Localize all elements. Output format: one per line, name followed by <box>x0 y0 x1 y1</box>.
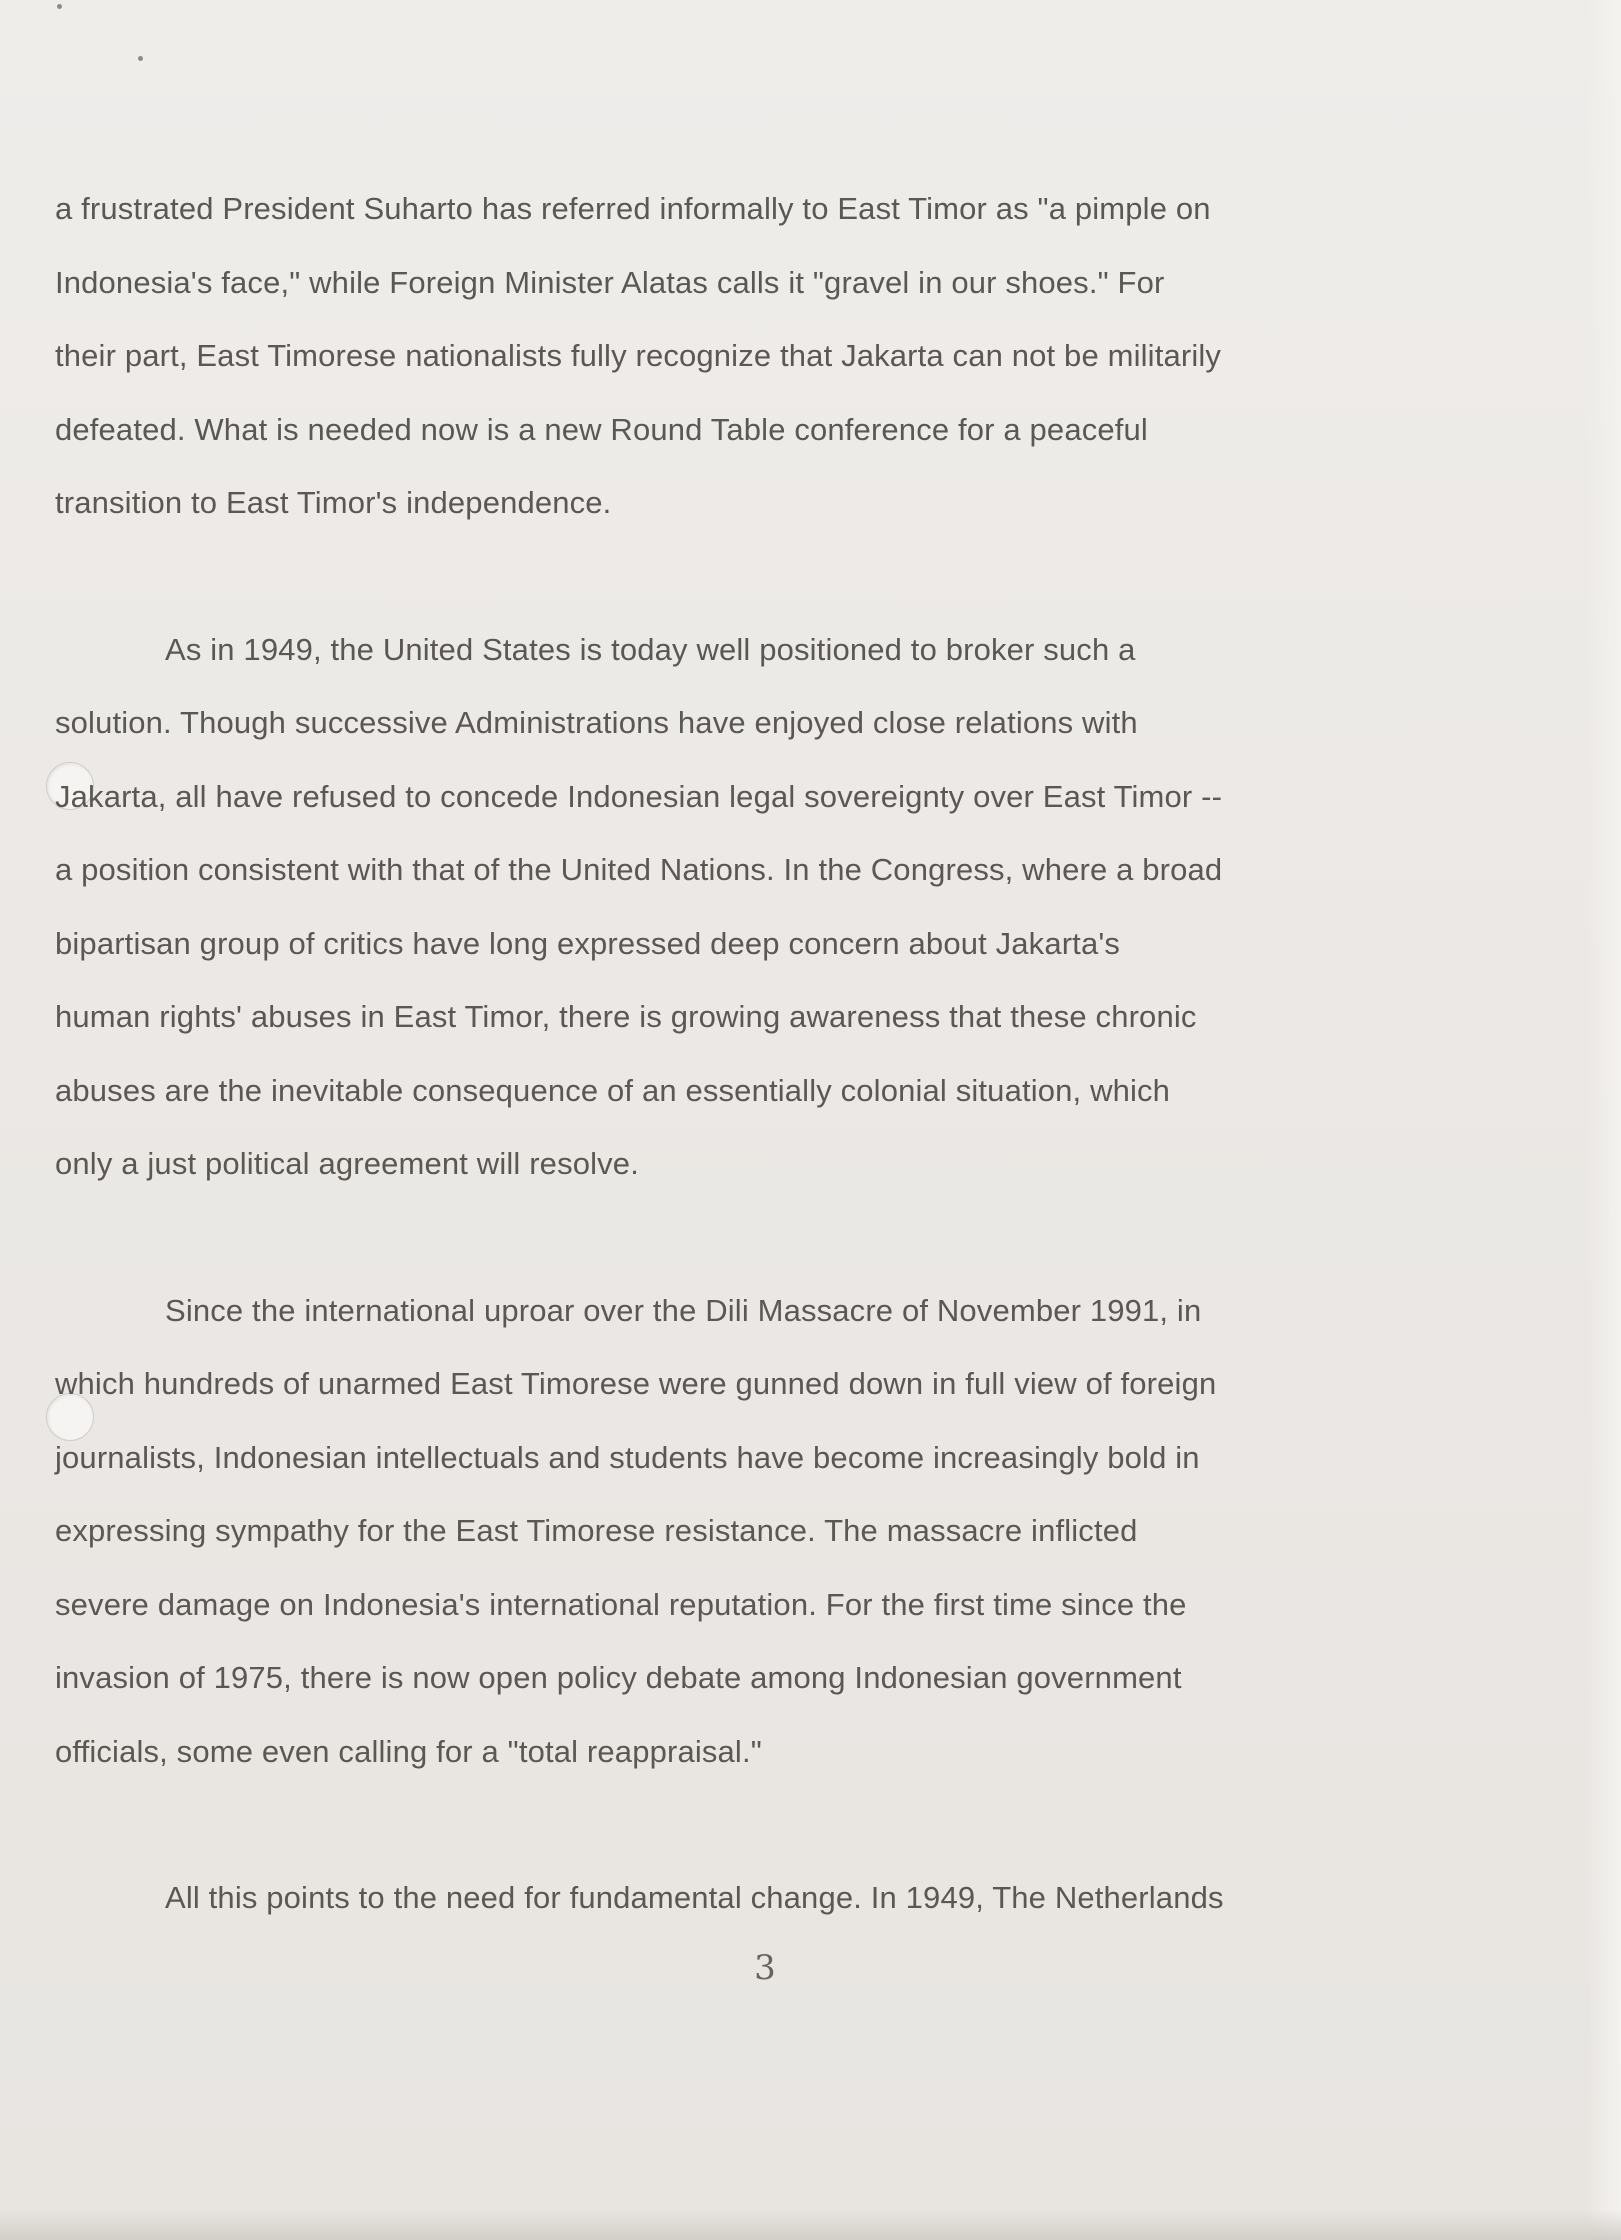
paragraph-gap <box>55 540 1385 613</box>
paper-speck <box>138 56 143 61</box>
paragraph-2: As in 1949, the United States is today well positioned to broker such a solution. Though successive Administrations have enjoyed close relations with Jakarta, all have refused to concede Indonesian legal sovereignty over East Timor -- a position consistent with that of the United Nations. In the Congress, where a broad bipartisan group of critics have long expressed deep concern about Jakarta's human rights' abuses in East Timor, there is growing awareness that these chronic abuses are the inevitable consequence of an essentially colonial situation, which only a just political agreement will resolve. <box>55 631 1223 1181</box>
paragraph-gap <box>55 1201 1385 1274</box>
page-number: 3 <box>754 1948 776 1988</box>
paragraph-3: Since the international uproar over the Dili Massacre of November 1991, in which hundreds of unarmed East Timorese were gunned down in full view of foreign journalists, Indonesian intellectuals and students have become increasingly bold in expressing sympathy for the East Timorese resistance. The massacre inflicted severe damage on Indonesia's international reputation. For the first time since the invasion of 1975, there is now open policy debate among Indonesian government officials, some even calling for a "total reappraisal." <box>55 1292 1217 1769</box>
paragraph-4: All this points to the need for fundamental change. In 1949, The Netherlands <box>165 1880 1224 1915</box>
paper-speck <box>57 4 62 9</box>
paper-edge-right <box>1587 0 1621 2240</box>
document-text <box>55 172 1385 1935</box>
paragraph-1: a frustrated President Suharto has referred informally to East Timor as "a pimple on Indonesia's face," while Foreign Minister Alatas calls it "gravel in our shoes." For their part, East Timorese nationalists fully recognize that Jakarta can not be militarily defeated. What is needed now is a new Round Table conference for a peaceful transition to East Timor's independence. <box>55 191 1222 520</box>
paper-edge-bottom <box>0 2210 1621 2240</box>
paragraph-gap <box>55 1788 1385 1861</box>
